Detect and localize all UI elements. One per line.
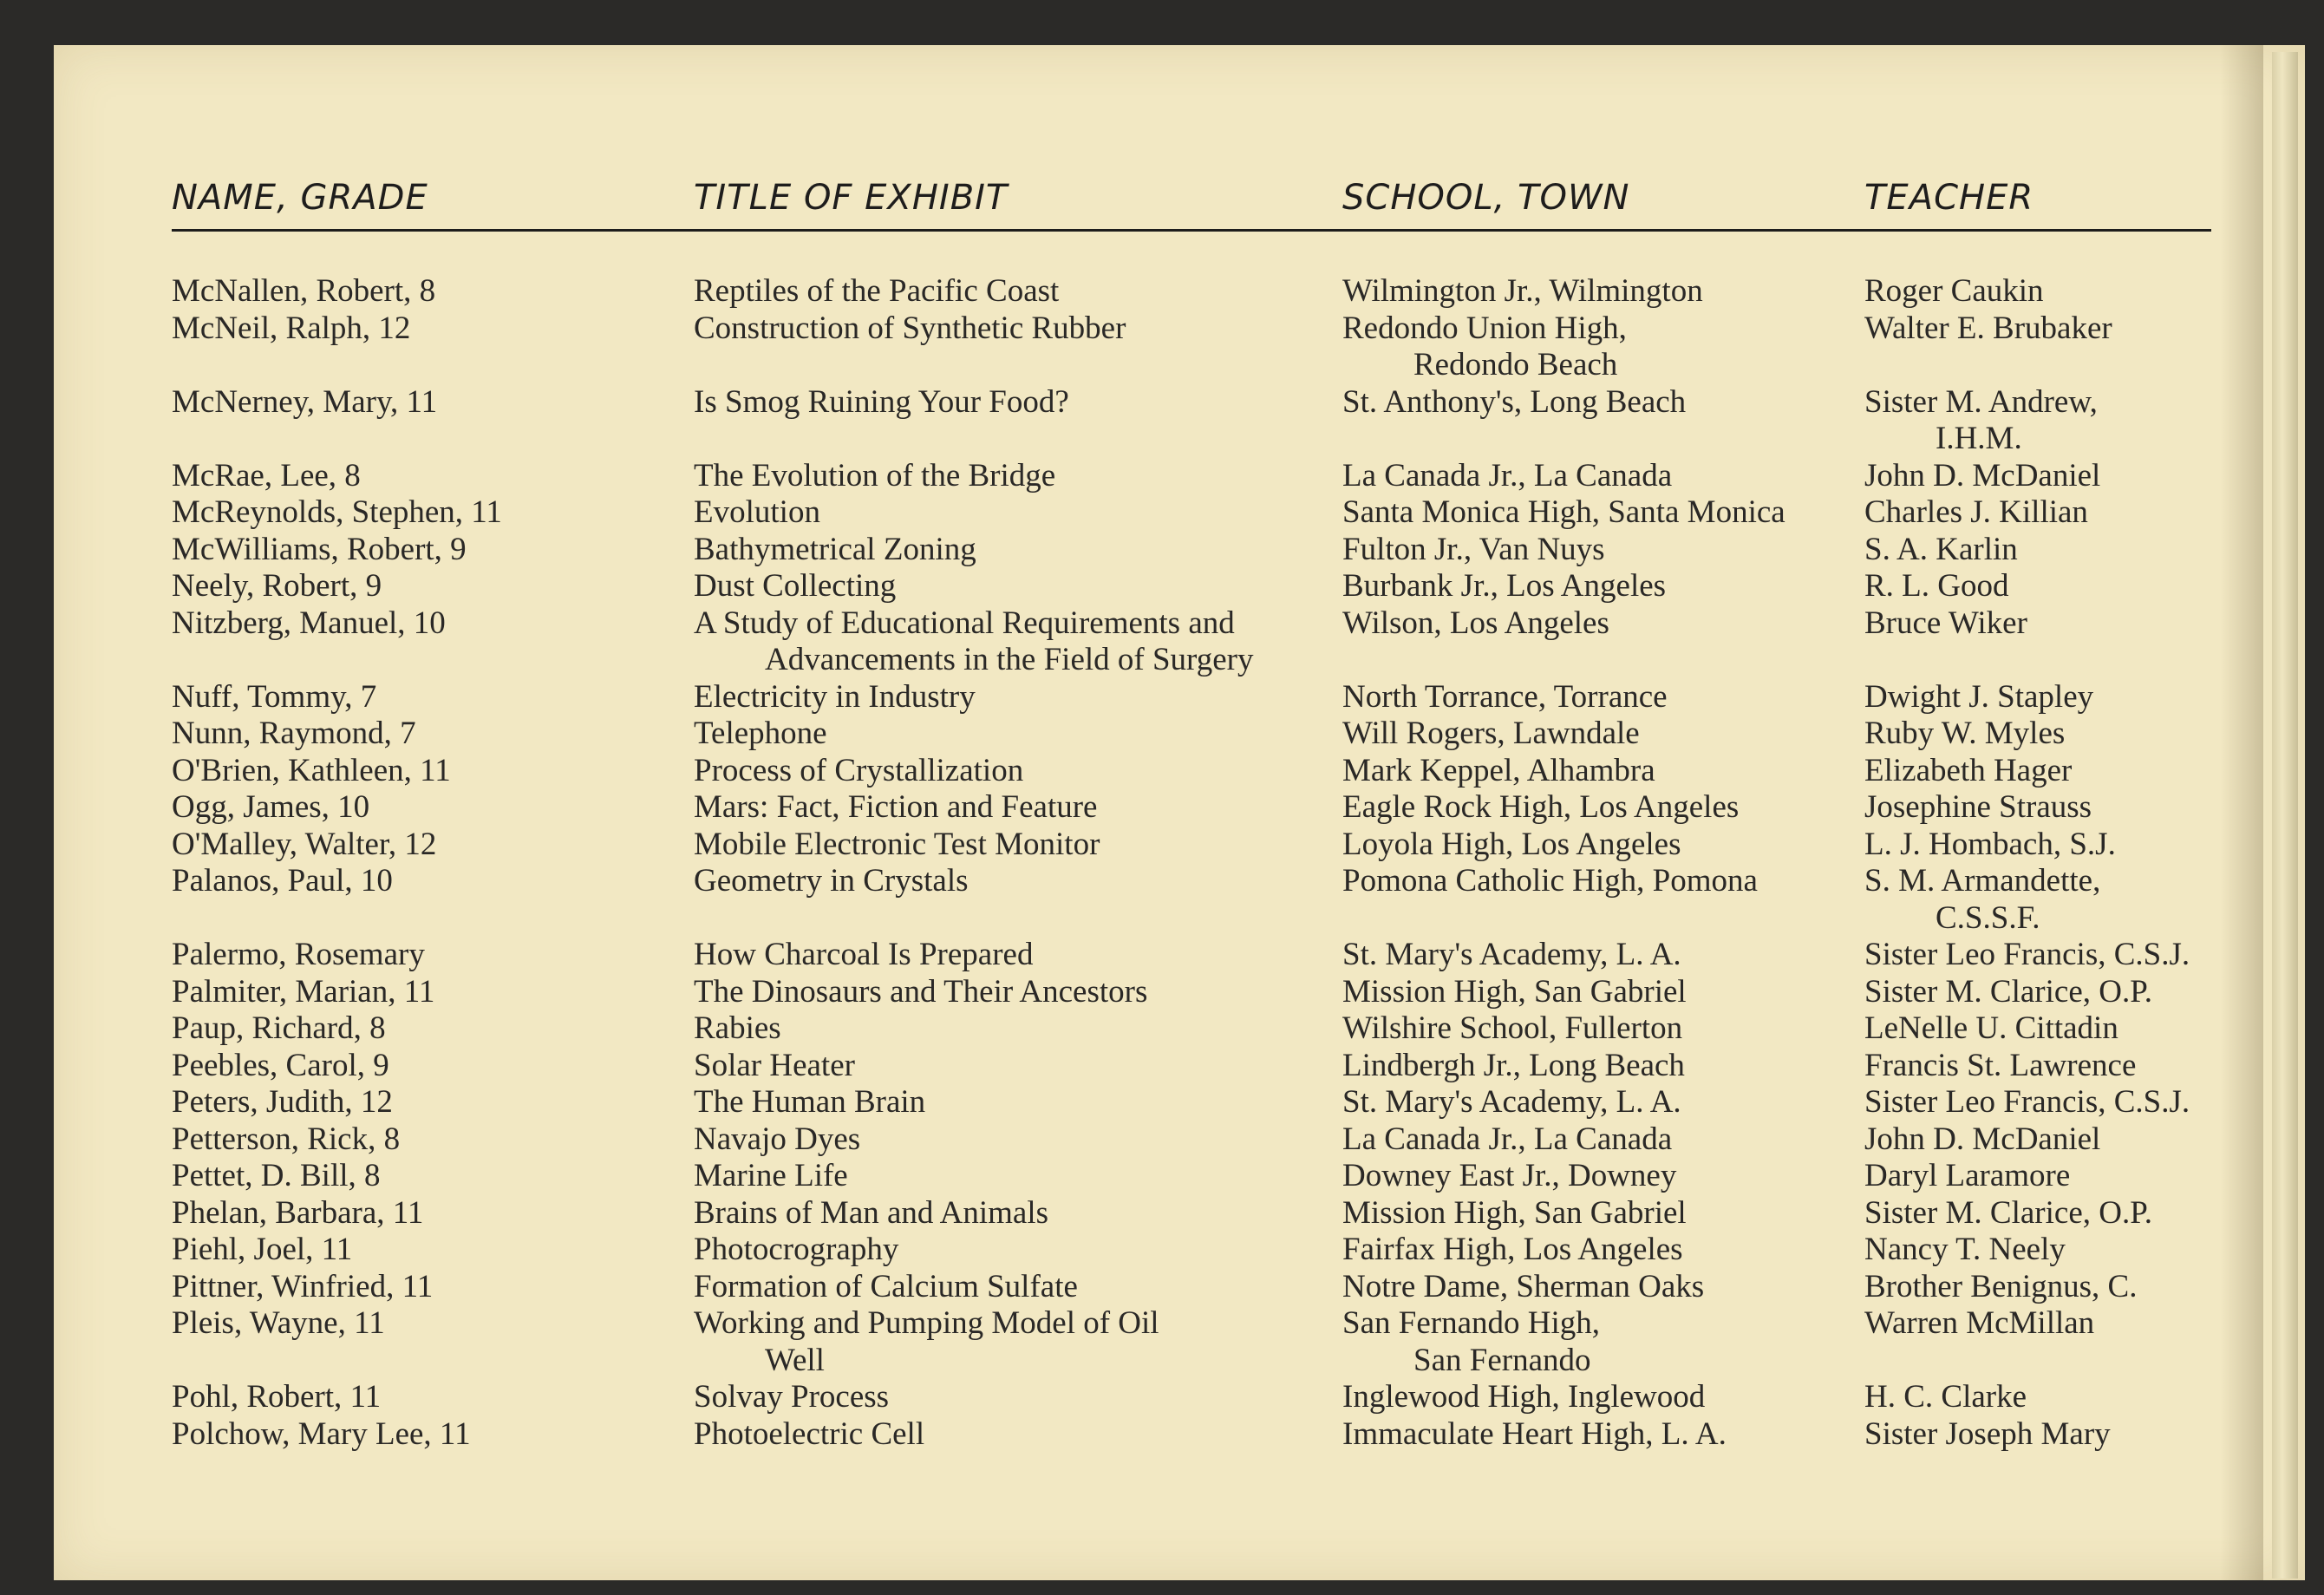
title-line: Working and Pumping Model of Oil [694, 1305, 1159, 1341]
teacher-line: R. L. Good [1864, 568, 2009, 604]
title-line: Navajo Dyes [694, 1121, 861, 1157]
title-line [694, 421, 1253, 458]
name-grade-column [172, 273, 502, 1453]
teacher-line: Ruby W. Myles [1864, 716, 2066, 751]
teacher-line [1864, 642, 2190, 679]
teacher-line: Sister M. Andrew, [1864, 383, 2098, 420]
title-line: Telephone [694, 716, 827, 751]
name-line: O'Malley, Walter, 12 [172, 826, 437, 862]
school-line: Santa Monica High, Santa Monica [1342, 494, 1785, 530]
school-line: San Fernando High, [1342, 1305, 1600, 1341]
header-teacher: TEACHER [1864, 178, 2034, 218]
school-line: Eagle Rock High, Los Angeles [1342, 789, 1740, 825]
school-line: Wilshire School, Fullerton [1342, 1010, 1683, 1046]
school-line: La Canada Jr., La Canada [1342, 457, 1673, 494]
name-line: Nitzberg, Manuel, 10 [172, 605, 446, 641]
school-line: St. Mary's Academy, L. A. [1342, 1084, 1681, 1120]
teacher-line: Warren McMillan [1864, 1305, 2095, 1341]
teacher-line: Sister Joseph Mary [1864, 1415, 2111, 1452]
name-line: McWilliams, Robert, 9 [172, 531, 467, 567]
title-line [694, 347, 1253, 384]
spine-shadow [2220, 45, 2263, 1580]
header-title: TITLE OF EXHIBIT [694, 178, 1009, 218]
name-line: Pohl, Robert, 11 [172, 1379, 382, 1415]
teacher-column [1864, 273, 2190, 1453]
school-line: San Fernando [1413, 1342, 1591, 1378]
name-line: McNerney, Mary, 11 [172, 383, 438, 420]
teacher-line: C.S.S.F. [1936, 899, 2040, 936]
title-line: Solar Heater [694, 1047, 855, 1083]
teacher-line: S. M. Armandette, [1864, 863, 2101, 899]
teacher-line: John D. McDaniel [1864, 1121, 2101, 1157]
name-line: Paup, Richard, 8 [172, 1010, 386, 1046]
school-line: Wilson, Los Angeles [1342, 605, 1609, 641]
title-line: Dust Collecting [694, 568, 897, 604]
teacher-line: Brother Benignus, C. [1864, 1268, 2138, 1304]
teacher-line: LeNelle U. Cittadin [1864, 1010, 2118, 1046]
header-name-grade: NAME, GRADE [172, 178, 428, 218]
name-line: Nunn, Raymond, 7 [172, 716, 416, 751]
title-line: Solvay Process [694, 1379, 890, 1415]
teacher-line [1864, 347, 2190, 384]
name-line: McNeil, Ralph, 12 [172, 310, 411, 346]
school-line: Fairfax High, Los Angeles [1342, 1232, 1683, 1267]
name-line: Pleis, Wayne, 11 [172, 1305, 385, 1341]
school-line: Burbank Jr., Los Angeles [1342, 568, 1667, 604]
teacher-line: Walter E. Brubaker [1864, 310, 2112, 346]
name-line: Piehl, Joel, 11 [172, 1232, 353, 1267]
name-line: Ogg, James, 10 [172, 789, 370, 825]
title-line: Rabies [694, 1010, 781, 1046]
teacher-line [1864, 1343, 2190, 1380]
name-line: Nuff, Tommy, 7 [172, 678, 377, 715]
school-line: Notre Dame, Sherman Oaks [1342, 1268, 1705, 1304]
teacher-line: Bruce Wiker [1864, 605, 2027, 641]
teacher-line: Sister Leo Francis, C.S.J. [1864, 1084, 2190, 1120]
title-line: Advancements in the Field of Surgery [765, 642, 1254, 677]
name-line: Palmiter, Marian, 11 [172, 973, 435, 1010]
title-column [694, 273, 1253, 1453]
title-line: Geometry in Crystals [694, 863, 969, 899]
teacher-line: Elizabeth Hager [1864, 752, 2073, 788]
name-line: McNallen, Robert, 8 [172, 273, 436, 309]
title-line: Photocrography [694, 1232, 899, 1267]
teacher-line: Dwight J. Stapley [1864, 678, 2094, 715]
title-line: Brains of Man and Animals [694, 1194, 1049, 1231]
school-line: St. Anthony's, Long Beach [1342, 383, 1687, 420]
title-line: Process of Crystallization [694, 752, 1024, 788]
name-line: O'Brien, Kathleen, 11 [172, 752, 451, 788]
school-line: North Torrance, Torrance [1342, 678, 1668, 715]
teacher-line: S. A. Karlin [1864, 531, 2018, 567]
school-line: Downey East Jr., Downey [1342, 1158, 1677, 1193]
name-line: Neely, Robert, 9 [172, 568, 382, 604]
title-line: Photoelectric Cell [694, 1415, 925, 1452]
title-line: Well [765, 1342, 825, 1378]
title-line: Bathymetrical Zoning [694, 531, 976, 567]
teacher-line: Sister M. Clarice, O.P. [1864, 1194, 2152, 1231]
teacher-line: Sister Leo Francis, C.S.J. [1864, 937, 2190, 972]
name-line: Pittner, Winfried, 11 [172, 1268, 434, 1304]
title-line [694, 900, 1253, 938]
name-line [172, 347, 502, 384]
school-line: Lindbergh Jr., Long Beach [1342, 1047, 1685, 1083]
teacher-line: Sister M. Clarice, O.P. [1864, 973, 2152, 1010]
teacher-line: Charles J. Killian [1864, 494, 2088, 530]
title-line: Electricity in Industry [694, 678, 976, 715]
school-line: Mission High, San Gabriel [1342, 973, 1687, 1010]
school-line: Will Rogers, Lawndale [1342, 716, 1640, 751]
teacher-line: Roger Caukin [1864, 273, 2044, 309]
school-line: Loyola High, Los Angeles [1342, 826, 1681, 862]
name-line: Phelan, Barbara, 11 [172, 1194, 424, 1231]
title-line: The Human Brain [694, 1084, 926, 1120]
school-line: La Canada Jr., La Canada [1342, 1121, 1673, 1157]
school-line: Immaculate Heart High, L. A. [1342, 1415, 1727, 1452]
school-line: Pomona Catholic High, Pomona [1342, 863, 1758, 899]
school-town-column [1342, 273, 1785, 1453]
school-line: Inglewood High, Inglewood [1342, 1379, 1706, 1415]
school-line: Mission High, San Gabriel [1342, 1194, 1687, 1231]
title-line: Reptiles of the Pacific Coast [694, 273, 1060, 309]
name-line: Pettet, D. Bill, 8 [172, 1158, 381, 1193]
school-line [1342, 421, 1785, 458]
name-line [172, 900, 502, 938]
name-line: Polchow, Mary Lee, 11 [172, 1415, 471, 1452]
name-line: Palermo, Rosemary [172, 937, 425, 972]
teacher-line: L. J. Hombach, S.J. [1864, 826, 2116, 862]
title-line: How Charcoal Is Prepared [694, 937, 1034, 972]
school-line: St. Mary's Academy, L. A. [1342, 937, 1681, 972]
teacher-line: H. C. Clarke [1864, 1379, 2027, 1415]
name-line: McReynolds, Stephen, 11 [172, 494, 502, 530]
name-line: Petterson, Rick, 8 [172, 1121, 401, 1157]
title-line: Mobile Electronic Test Monitor [694, 826, 1100, 862]
school-line [1342, 642, 1785, 679]
facing-page-edge [2272, 52, 2298, 1579]
title-line: The Evolution of the Bridge [694, 457, 1056, 494]
title-line: Evolution [694, 494, 820, 530]
teacher-line: Nancy T. Neely [1864, 1232, 2066, 1267]
title-line: Marine Life [694, 1158, 848, 1193]
teacher-line: I.H.M. [1936, 421, 2022, 456]
title-line: Is Smog Ruining Your Food? [694, 383, 1069, 420]
title-line: Mars: Fact, Fiction and Feature [694, 789, 1098, 825]
title-line: Construction of Synthetic Rubber [694, 310, 1126, 346]
name-line: Peebles, Carol, 9 [172, 1047, 389, 1083]
name-line: McRae, Lee, 8 [172, 457, 361, 494]
name-line [172, 1343, 502, 1380]
title-line: Formation of Calcium Sulfate [694, 1268, 1078, 1304]
name-line: Peters, Judith, 12 [172, 1084, 393, 1120]
school-line: Redondo Union High, [1342, 310, 1627, 346]
teacher-line: Josephine Strauss [1864, 789, 2092, 825]
teacher-line: Francis St. Lawrence [1864, 1047, 2137, 1083]
name-line: Palanos, Paul, 10 [172, 863, 393, 899]
title-line: The Dinosaurs and Their Ancestors [694, 973, 1148, 1010]
header-school-town: SCHOOL, TOWN [1342, 178, 1630, 218]
teacher-line: John D. McDaniel [1864, 457, 2101, 494]
school-line: Fulton Jr., Van Nuys [1342, 531, 1605, 567]
name-line [172, 421, 502, 458]
school-line: Mark Keppel, Alhambra [1342, 752, 1655, 788]
school-line: Wilmington Jr., Wilmington [1342, 273, 1703, 309]
school-line [1342, 900, 1785, 938]
name-line [172, 642, 502, 679]
teacher-line: Daryl Laramore [1864, 1158, 2071, 1193]
title-line: A Study of Educational Requirements and [694, 605, 1235, 641]
school-line: Redondo Beach [1413, 347, 1618, 382]
header-rule [172, 229, 2211, 232]
